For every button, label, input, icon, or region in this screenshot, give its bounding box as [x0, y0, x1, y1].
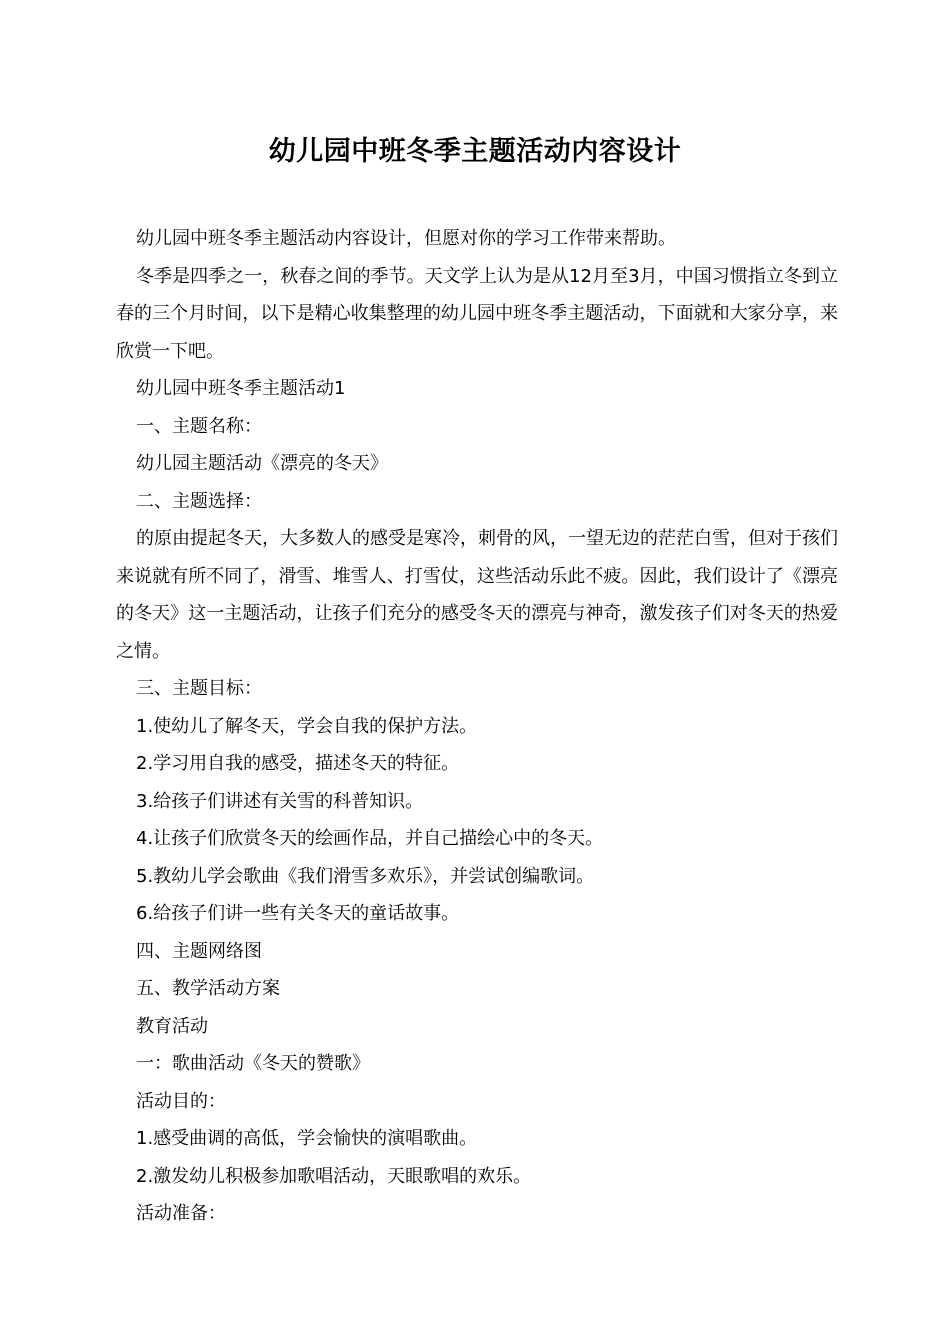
goal-item-6: 6.给孩子们讲一些有关冬天的童话故事。 [136, 903, 460, 924]
section-heading-activity-1: 幼儿园中班冬季主题活动1 [136, 378, 346, 399]
section-heading-theme-choice: 二、主题选择： [136, 490, 262, 512]
goal-item-3: 3.给孩子们讲述有关雪的科普知识。 [136, 790, 424, 812]
paragraph-intro: 幼儿园中班冬季主题活动内容设计，但愿对你的学习工作带来帮助。 [136, 228, 676, 249]
paragraph-theme-reason: 的原由提起冬天，大多数人的感受是寒冷，刺骨的风，一望无边的茫茫白雪，但对于孩们来说就有所不同了，滑雪、堆雪人、打雪仗，这些活动乐此不疲。因此，我们设计了《漂亮的冬天》这一主题活动，让孩子们充分的感受冬天的漂亮与神奇，激发孩子们对冬天的热爱之情。 [116, 528, 838, 662]
paragraph-song-activity: 一：歌曲活动《冬天的赞歌》 [136, 1053, 370, 1074]
goal-item-1: 1.使幼儿了解冬天，学会自我的保护方法。 [136, 715, 478, 737]
paragraph-activity-preparation: 活动准备： [136, 1203, 226, 1224]
paragraph-theme-name: 幼儿园主题活动《漂亮的冬天》 [136, 453, 388, 474]
paragraph-winter-definition: 冬季是四季之一，秋春之间的季节。天文学上认为是从12月至3月，中国习惯指立冬到立春的三个月时间，以下是精心收集整理的幼儿园中班冬季主题活动，下面就和大家分享，来欣赏一下吧。 [116, 265, 838, 362]
goal-item-4: 4.让孩子们欣赏冬天的绘画作品，并自己描绘心中的冬天。 [136, 828, 604, 849]
document-body [116, 220, 838, 1233]
purpose-item-1: 1.感受曲调的高低，学会愉快的演唱歌曲。 [136, 1128, 478, 1149]
paragraph-education-activity: 教育活动 [136, 1015, 208, 1037]
paragraph-activity-purpose: 活动目的： [136, 1090, 226, 1112]
goal-item-5: 5.教幼儿学会歌曲《我们滑雪多欢乐》，并尝试创编歌词。 [136, 865, 595, 887]
purpose-item-2: 2.激发幼儿积极参加歌唱活动，天眼歌唱的欢乐。 [136, 1165, 532, 1187]
section-heading-teaching-plan: 五、教学活动方案 [136, 978, 280, 999]
section-heading-theme-name: 一、主题名称： [136, 415, 262, 437]
goal-item-2: 2.学习用自我的感受，描述冬天的特征。 [136, 753, 460, 774]
section-heading-network-diagram: 四、主题网络图 [136, 940, 262, 962]
document-title: 幼儿园中班冬季主题活动内容设计 [268, 136, 682, 167]
section-heading-theme-goals: 三、主题目标： [136, 678, 262, 699]
